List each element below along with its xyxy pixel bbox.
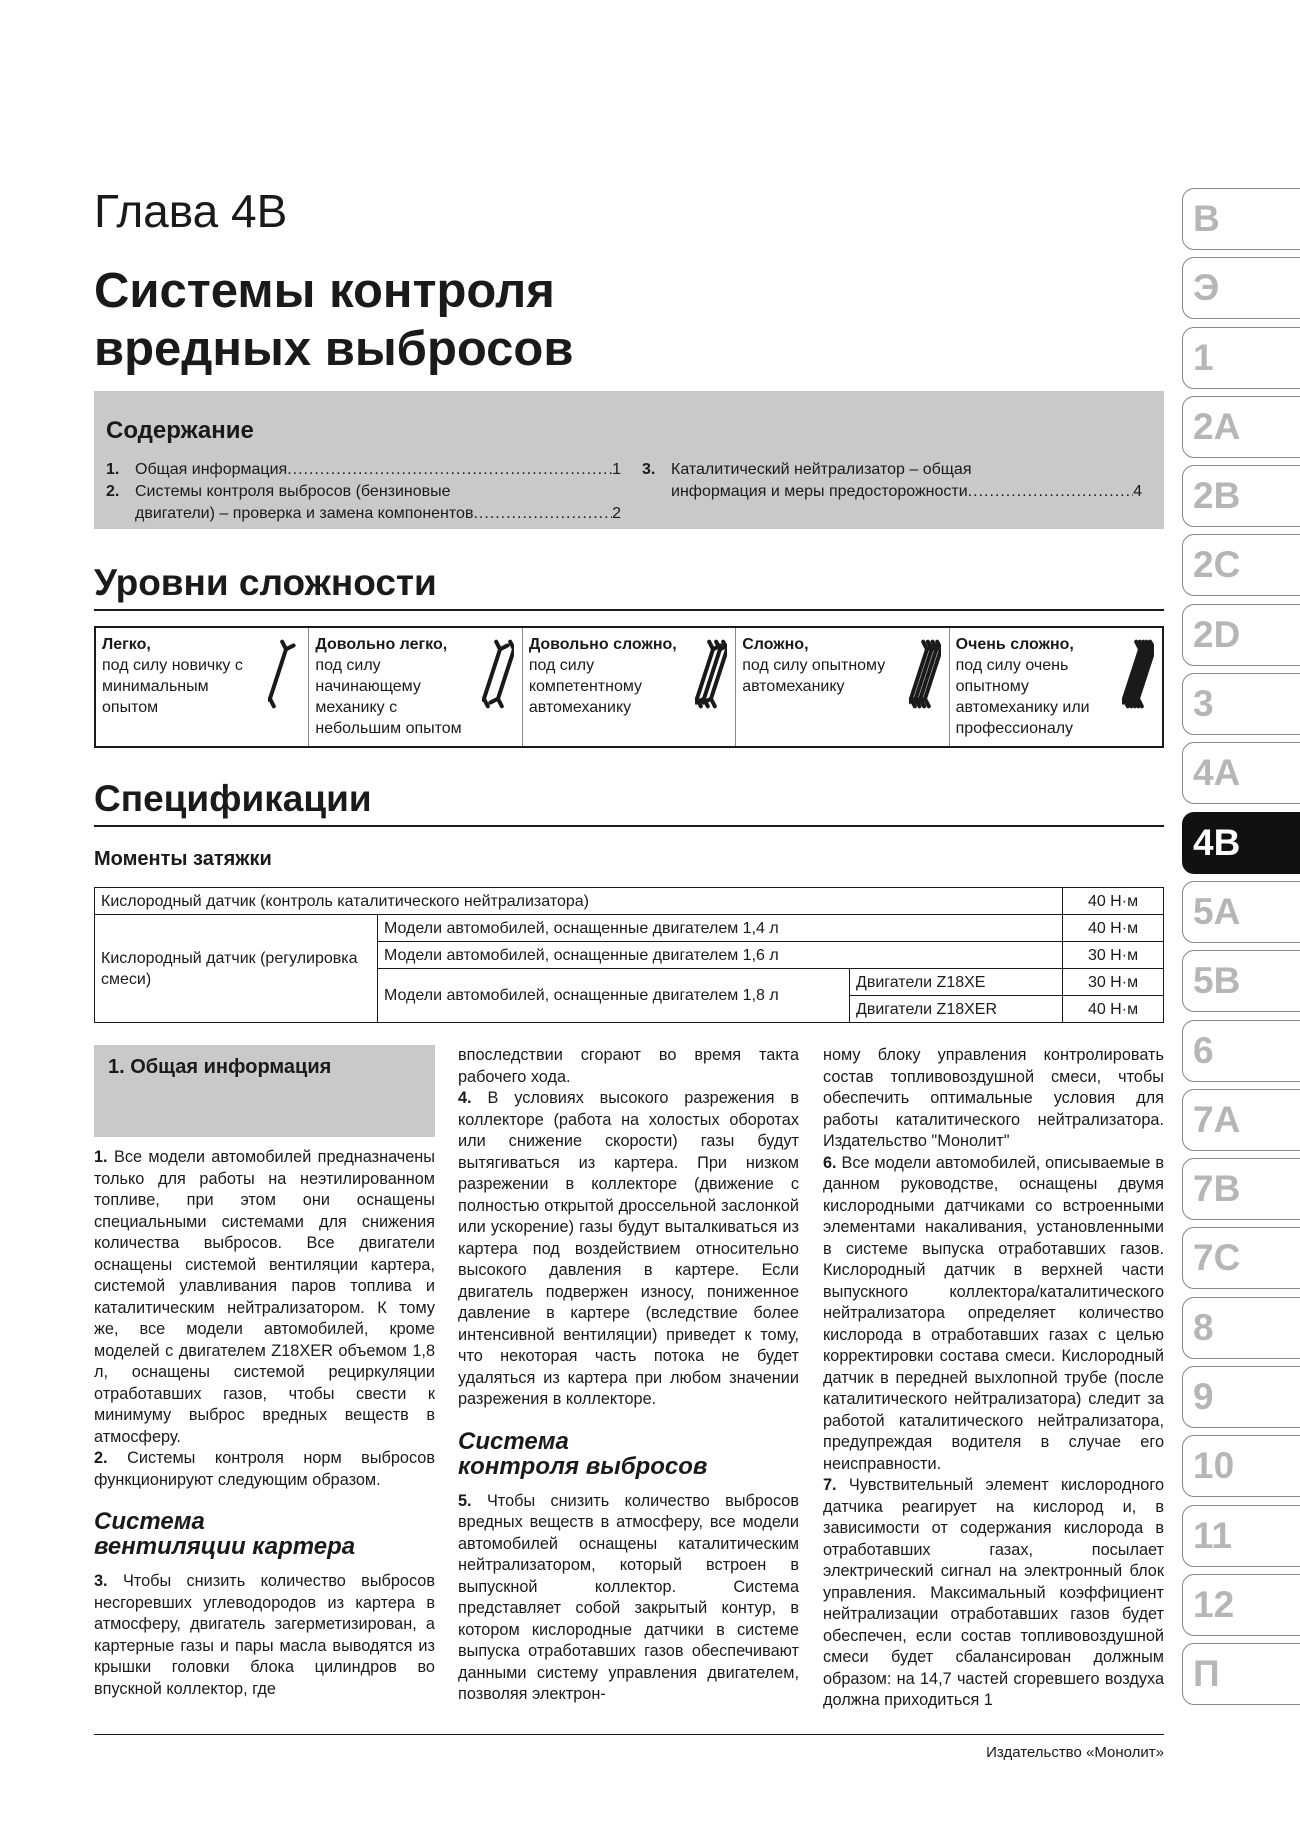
chapter-label: Глава 4В xyxy=(94,185,288,237)
heading-line: Система xyxy=(94,1508,205,1535)
chapter-tab[interactable]: 4А xyxy=(1182,742,1300,804)
toc-leader-dots xyxy=(968,481,1133,503)
level-title: Легко, xyxy=(102,636,151,653)
table-row xyxy=(95,915,1164,942)
toc-item-text: Общая информация xyxy=(135,461,288,478)
table-cell: Модели автомобилей, оснащенные двигателем 1,8 л xyxy=(378,969,850,1023)
chapter-tab[interactable]: 10 xyxy=(1182,1435,1300,1497)
wrench-glyph xyxy=(482,642,508,707)
table-cell: Модели автомобилей, оснащенные двигателем 1,6 л xyxy=(378,942,1063,969)
toc-item-text: двигатели) – проверка и замена компонентов xyxy=(135,505,474,522)
paragraph-4 xyxy=(458,1088,799,1411)
paragraph-number: 3. xyxy=(94,1572,108,1590)
wrench-rating-icon xyxy=(1122,638,1154,710)
level-5 xyxy=(949,628,1162,746)
paragraph-continued: ному блоку управления контролировать состав топливовоздушной смеси, чтобы обеспечить оптимальные условия для работы каталитического нейтрализатора. Издательство "Монолит" xyxy=(823,1046,1164,1150)
toc-item-num: 3. xyxy=(642,461,656,478)
table-cell: Двигатели Z18XE xyxy=(850,969,1063,996)
toc-item-3[interactable] xyxy=(642,459,1142,503)
paragraph-text: Чтобы снизить количество выбросов вредных веществ в атмосферу, все модели автомобилей оснащены каталитическим нейтрализатором, который встроен в выпускной коллектор. Система представляет собой закрытый контур, в котором кислородные датчики в системе выпуска отработавших газов обеспечивают данными систему управления двигателем, позволяя электрон- xyxy=(458,1491,799,1703)
specs-rule xyxy=(94,825,1164,827)
paragraph-number: 2. xyxy=(94,1449,108,1467)
chapter-tab[interactable]: 2С xyxy=(1182,534,1300,596)
chapter-tab[interactable]: 4В xyxy=(1182,812,1300,874)
chapter-tab[interactable]: 11 xyxy=(1182,1505,1300,1567)
toc-leader-dots xyxy=(287,459,612,481)
paragraph-1 xyxy=(94,1147,435,1448)
table-cell-value: 30 Н·м xyxy=(1063,942,1164,969)
heading-line: вентиляции картера xyxy=(94,1533,356,1560)
level-2 xyxy=(308,628,521,746)
chapter-tab[interactable]: Э xyxy=(1182,257,1300,319)
torque-table xyxy=(94,887,1164,1023)
paragraph-text: Чтобы снизить количество выбросов несгоревших углеводородов из картера в атмосферу, двигатель загерметизирован, а картерные газы и пары масла выводятся из крышки головки блока цилиндров во впускной коллектор, где xyxy=(94,1572,435,1698)
level-desc: под силу начинающему механику с небольшим опытом xyxy=(315,657,462,737)
paragraph-number: 5. xyxy=(458,1491,472,1510)
table-cell-value: 40 Н·м xyxy=(1063,915,1164,942)
paragraph-3 xyxy=(94,1571,435,1700)
table-row xyxy=(95,888,1164,915)
chapter-tab[interactable]: 12 xyxy=(1182,1574,1300,1636)
paragraph-text: Все модели автомобилей, описываемые в данном руководстве, оснащены двумя кислородными датчиками со встроенными элементами накаливания, установленными в системе выпуска отработавших газов. Кислородный датчик в верхней части выпускного коллектора/каталитического нейтрализатора определяет количество кислорода в отработавших газах с целью корректировки состава смеси. Кислородный датчик в передней выхлопной трубе (после каталитического нейтрализатора) следит за работой каталитического нейтрализатора, предупреждая водителя в случае его неисправности. xyxy=(823,1153,1164,1473)
chapter-tab[interactable]: В xyxy=(1182,188,1300,250)
footer-rule xyxy=(94,1734,1164,1735)
specs-heading: Спецификации xyxy=(94,778,372,819)
paragraph-5 xyxy=(458,1491,799,1706)
toc-item-text: информация и меры предосторожности xyxy=(671,483,968,500)
toc-leader-dots xyxy=(473,503,612,525)
paragraph-2 xyxy=(94,1448,435,1491)
text-column-2 xyxy=(458,1045,799,1706)
wrench-rating-icon xyxy=(268,638,300,710)
table-cell-value: 40 Н·м xyxy=(1063,888,1164,915)
heading-line: контроля выбросов xyxy=(458,1452,708,1480)
wrench-rating-icon xyxy=(482,638,514,710)
paragraph-number: 4. xyxy=(458,1089,472,1107)
chapter-tab[interactable]: 5А xyxy=(1182,881,1300,943)
level-title: Довольно сложно, xyxy=(528,636,677,653)
table-cell: Модели автомобилей, оснащенные двигателем 1,4 л xyxy=(378,915,1063,942)
chapter-tab[interactable]: 3 xyxy=(1182,673,1300,735)
chapter-tab[interactable]: 2В xyxy=(1182,465,1300,527)
table-cell: Двигатели Z18XER xyxy=(850,996,1063,1023)
difficulty-levels xyxy=(94,626,1164,748)
footer-publisher: Издательство «Монолит» xyxy=(986,1744,1164,1761)
toc-item-num: 1. xyxy=(106,461,120,478)
toc-item-1[interactable] xyxy=(106,459,621,481)
level-title: Очень сложно, xyxy=(955,636,1074,653)
toc-item-page: 2 xyxy=(612,505,621,522)
section-1-heading: 1. Общая информация xyxy=(94,1045,435,1137)
chapter-tab[interactable]: 7С xyxy=(1182,1227,1300,1289)
paragraph-text: Системы контроля норм выбросов функционируют следующим образом. xyxy=(94,1449,436,1489)
levels-heading: Уровни сложности xyxy=(94,562,437,603)
emissions-heading xyxy=(458,1429,799,1479)
paragraph-continued: впоследствии сгорают во время такта рабочего хода. xyxy=(458,1046,799,1086)
chapter-tab[interactable]: 7А xyxy=(1182,1089,1300,1151)
text-column-3 xyxy=(823,1045,1164,1712)
chapter-tab[interactable]: 9 xyxy=(1182,1366,1300,1428)
toc-item-text: Системы контроля выбросов (бензиновые xyxy=(135,483,451,500)
paragraph-text: Все модели автомобилей предназначены только для работы на неэтилированном топливе, при этом они оснащены специальными системами для снижения количества выбросов. Все двигатели оснащены системой вентиляции картера, системой улавливания паров топлива и каталитическим нейтрализатором. К тому же, все модели автомобилей, кроме моделей с двигателем Z18XER объемом 1,8 л, оснащены системой рециркуляции отработавших газов, чтобы свести к минимуму выброс вредных веществ в атмосферу. xyxy=(94,1148,435,1446)
paragraph-text: В условиях высокого разрежения в коллекторе (работа на холостых оборотах или снижение скорости) газы будут вытягиваться из картера. При низком разрежении в коллекторе (движение с полностью открытой дроссельной заслонкой или ускорение) газы будут выталкиваться из картера под воздействием относительно высокого давления в картере. Если двигатель подвержен износу, пониженное давление в картере (вследствие более интенсивной вентиляции) приведет к тому, что некоторая часть потока не будет удаляться из картера при любом значении разрежения в коллекторе. xyxy=(458,1089,799,1408)
wrench-glyph xyxy=(268,642,294,707)
level-desc: под силу компетентному автомеханику xyxy=(528,657,643,716)
paragraph-number: 7. xyxy=(823,1476,837,1494)
paragraph-7 xyxy=(823,1475,1164,1712)
level-3 xyxy=(522,628,735,746)
toc-item-page: 1 xyxy=(612,461,621,478)
page-title xyxy=(94,262,573,378)
level-title: Довольно легко, xyxy=(315,636,448,653)
table-cell: Кислородный датчик (контроль каталитического нейтрализатора) xyxy=(95,888,1063,915)
table-of-contents xyxy=(94,391,1164,529)
ventilation-heading xyxy=(94,1509,435,1559)
toc-heading: Содержание xyxy=(106,417,254,444)
chapter-tab[interactable]: 5В xyxy=(1182,950,1300,1012)
chapter-tab[interactable]: 2D xyxy=(1182,604,1300,666)
table-cell-value: 40 Н·м xyxy=(1063,996,1164,1023)
chapter-tab[interactable]: П xyxy=(1182,1643,1300,1705)
chapter-tab[interactable]: 8 xyxy=(1182,1297,1300,1359)
toc-item-page: 4 xyxy=(1133,483,1142,500)
title-line-1: Системы контроля xyxy=(94,264,555,318)
chapter-tabs xyxy=(1182,188,1300,1713)
table-cell-value: 30 Н·м xyxy=(1063,969,1164,996)
chapter-tab[interactable]: 2А xyxy=(1182,396,1300,458)
level-desc: под силу новичку с минимальным опытом xyxy=(102,657,243,716)
paragraph-number: 1. xyxy=(94,1148,108,1166)
chapter-tab[interactable]: 7В xyxy=(1182,1158,1300,1220)
title-line-2: вредных выбросов xyxy=(94,322,574,376)
paragraph-6 xyxy=(823,1153,1164,1476)
wrench-rating-icon xyxy=(695,638,727,710)
chapter-tab[interactable]: 6 xyxy=(1182,1020,1300,1082)
toc-item-2[interactable] xyxy=(106,481,621,525)
toc-item-text: Каталитический нейтрализатор – общая xyxy=(671,461,972,478)
table-cell: Кислородный датчик (регулировка смеси) xyxy=(95,915,378,1023)
toc-item-num: 2. xyxy=(106,483,120,500)
torque-subheading: Моменты затяжки xyxy=(94,848,272,870)
level-desc: под силу опытному автомеханику xyxy=(742,657,886,695)
wrench-rating-icon xyxy=(909,638,941,710)
paragraph-text: Чувствительный элемент кислородного датчика реагирует на кислород и, в зависимости от содержания кислорода в отработавших газах, посылает электрический сигнал на электронный блок управления. Максимальный коэффициент нейтрализации отработавших газов будет обеспечен, если состав топливовоздушной смеси будет сбалансирован должным образом: на 14,7 частей сгоревшего воздуха должна приходиться 1 xyxy=(823,1476,1165,1709)
heading-line: Система xyxy=(458,1427,569,1455)
level-desc: под силу очень опытному автомеханику или профессионалу xyxy=(955,657,1090,737)
wrench-glyph xyxy=(695,642,721,707)
levels-rule xyxy=(94,609,1164,611)
paragraph-number: 6. xyxy=(823,1153,837,1172)
chapter-tab[interactable]: 1 xyxy=(1182,327,1300,389)
level-1 xyxy=(96,628,308,746)
level-4 xyxy=(735,628,948,746)
text-column-1 xyxy=(94,1045,435,1700)
level-title: Сложно, xyxy=(742,636,809,653)
